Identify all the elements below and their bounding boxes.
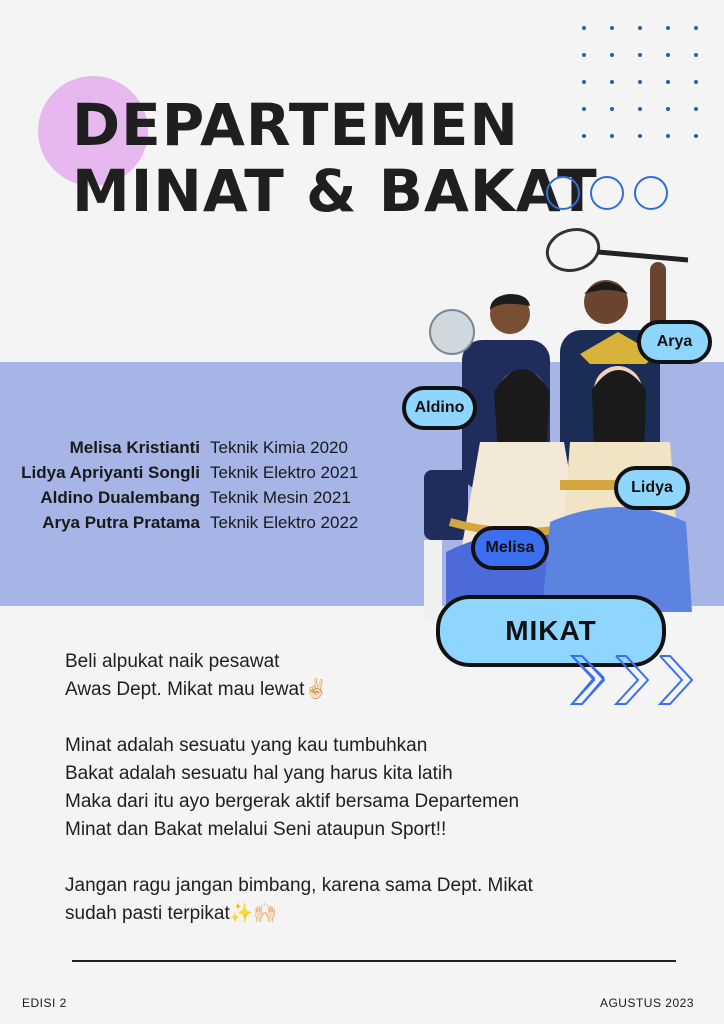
title-line-1: DEPARTEMEN xyxy=(72,91,519,159)
group-photo xyxy=(410,222,724,642)
volleyball-icon xyxy=(430,310,474,354)
paragraph-pantun xyxy=(65,648,685,704)
label-arya: Arya xyxy=(637,320,712,364)
title-line-2: MINAT & BAKAT xyxy=(72,157,598,225)
text-line: Awas Dept. Mikat mau lewat✌🏻 xyxy=(65,679,329,700)
text-line: Minat dan Bakat melalui Seni ataupun Sport!! xyxy=(65,819,447,840)
member-row xyxy=(0,485,420,510)
member-major: Teknik Elektro 2022 xyxy=(210,513,359,532)
member-row xyxy=(0,460,420,485)
text-line: Maka dari itu ayo bergerak aktif bersama Departemen xyxy=(65,791,520,812)
member-major: Teknik Kimia 2020 xyxy=(210,438,348,457)
member-row xyxy=(0,435,420,460)
member-name: Lidya Apriyanti Songli xyxy=(21,463,200,482)
paragraph-closing xyxy=(65,872,685,928)
text-line: sudah pasti terpikat✨🙌🏻 xyxy=(65,903,278,924)
divider xyxy=(72,960,676,962)
text-line: Jangan ragu jangan bimbang, karena sama Dept. Mikat xyxy=(65,875,533,896)
label-melisa: Melisa xyxy=(471,526,549,570)
date-label: AGUSTUS 2023 xyxy=(599,996,694,1010)
badminton-racket-icon xyxy=(543,224,688,276)
member-name: Melisa Kristianti xyxy=(69,438,200,457)
edition-label: EDISI 2 xyxy=(22,996,67,1010)
member-row xyxy=(0,510,420,535)
label-aldino: Aldino xyxy=(402,386,477,430)
member-major: Teknik Elektro 2021 xyxy=(210,463,359,482)
text-line: Beli alpukat naik pesawat xyxy=(65,651,280,672)
page-title xyxy=(72,92,598,224)
body-text xyxy=(65,648,685,956)
label-lidya: Lidya xyxy=(614,466,690,510)
member-list xyxy=(0,435,420,535)
decor-rings xyxy=(546,176,668,210)
text-line: Minat adalah sesuatu yang kau tumbuhkan xyxy=(65,735,428,756)
mikat-badge: MIKAT xyxy=(436,595,666,667)
member-name: Aldino Dualembang xyxy=(40,488,200,507)
decor-dot-grid xyxy=(582,26,698,138)
paragraph-description xyxy=(65,732,685,844)
text-line: Bakat adalah sesuatu hal yang harus kita latih xyxy=(65,763,453,784)
member-name: Arya Putra Pratama xyxy=(42,513,200,532)
member-major: Teknik Mesin 2021 xyxy=(210,488,351,507)
